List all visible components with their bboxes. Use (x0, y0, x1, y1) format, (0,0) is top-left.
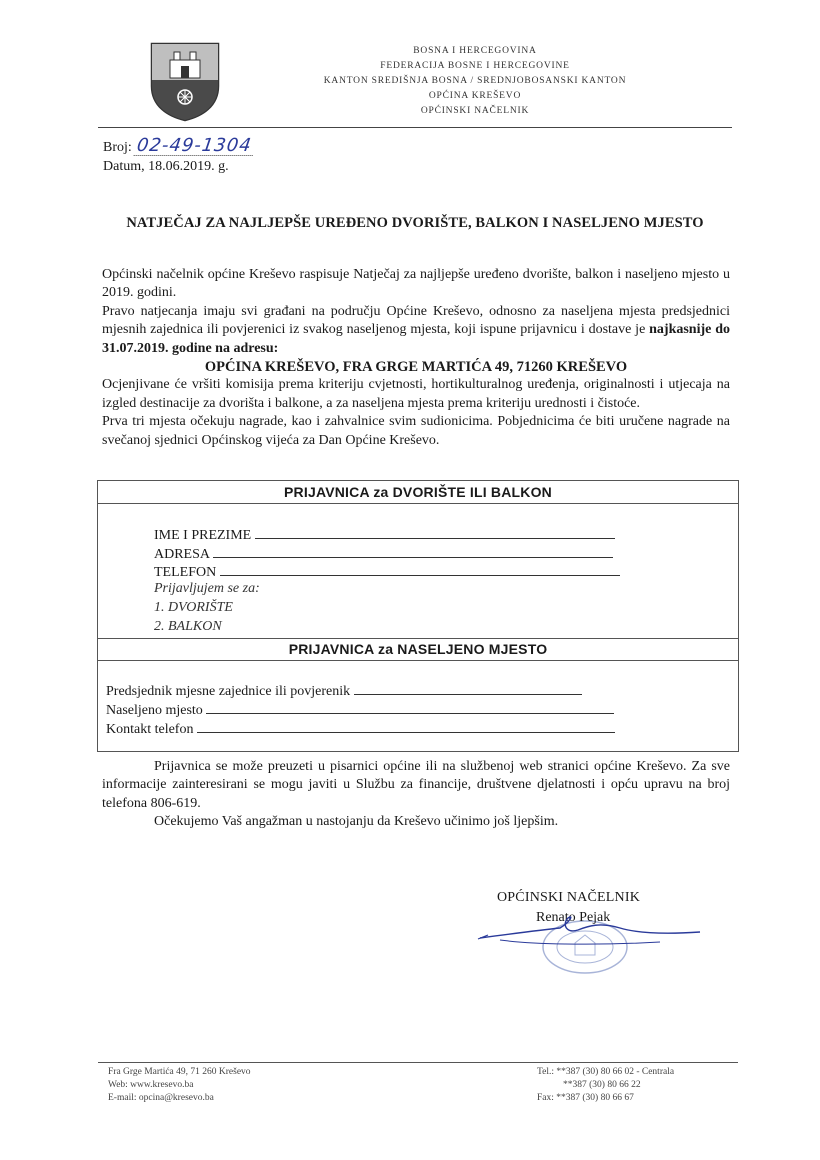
letterhead-line: BOSNA I HERCEGOVINA (413, 46, 537, 56)
letterhead-line: FEDERACIJA BOSNE I HERCEGOVINE (380, 61, 570, 71)
contact-blank-line (197, 718, 615, 733)
handwritten-signature (470, 900, 710, 980)
municipality-crest-logo (148, 40, 222, 122)
settlement-blank-line (206, 699, 614, 714)
broj-row (103, 136, 254, 157)
paragraph-thanks: Očekujemo Vaš angažman u nastojanju da Kreševo učinimo još ljepšim. (154, 814, 559, 830)
header-divider (98, 127, 732, 128)
footer-address: Fra Grge Martića 49, 71 260 Kreševo (108, 1067, 251, 1077)
footer-contact-left (108, 1066, 251, 1105)
phone-field (154, 561, 620, 582)
president-blank-line (354, 680, 582, 695)
document-title: NATJEČAJ ZA NAJLJEPŠE UREĐENO DVORIŠTE, BALKON I NASELJENO MJESTO (126, 215, 704, 231)
letterhead-line: KANTON SREDIŠNJA BOSNA / SREDNJOBOSANSKI KANTON (323, 76, 627, 86)
phone-label: TELEFON (154, 565, 217, 580)
footer-contact-right (537, 1066, 674, 1105)
signatory-title: OPĆINSKI NAČELNIK (497, 890, 641, 905)
address-label: ADRESA (154, 547, 210, 562)
datum-text: Datum, 18.06.2019. g. (103, 159, 229, 174)
form-yard-balcony-heading: PRIJAVNICA za DVORIŠTE ILI BALKON (284, 484, 552, 500)
apply-for-label: Prijavljujem se za: (154, 581, 260, 596)
document-meta (103, 136, 254, 176)
settlement-field (106, 699, 614, 720)
signatory-name: Renato Pejak (536, 910, 611, 925)
option-yard: 1. DVORIŠTE (154, 600, 233, 615)
footer-phone-central: Tel.: **387 (30) 80 66 02 - Centrala (537, 1067, 675, 1077)
broj-handwritten-number: 02-49-1304 (135, 135, 254, 156)
broj-label: Broj: (103, 140, 132, 155)
letterhead-line: OPĆINSKI NAČELNIK (420, 106, 530, 116)
president-label: Predsjednik mjesne zajednice ili povjerenik (106, 684, 351, 699)
letterhead-line: OPĆINA KREŠEVO (428, 91, 522, 101)
contact-label: Kontakt telefon (106, 722, 194, 737)
name-blank-line (255, 524, 615, 539)
contact-field (106, 718, 615, 739)
footer-web: Web: www.kresevo.ba (108, 1080, 194, 1090)
option-balcony: 2. BALKON (154, 619, 222, 634)
footer-fax: Fax: **387 (30) 80 66 67 (537, 1093, 634, 1103)
closing-text (102, 758, 730, 832)
settlement-label: Naseljeno mjesto (106, 703, 203, 718)
footer-email: E-mail: opcina@kresevo.ba (108, 1093, 214, 1103)
document-body (102, 266, 730, 450)
form-settlement-heading: PRIJAVNICA za NASELJENO MJESTO (288, 641, 548, 657)
name-field (154, 524, 615, 545)
footer-phone: **387 (30) 80 66 22 (563, 1080, 641, 1090)
president-field (106, 680, 582, 701)
eligibility-text: Pravo natjecanja imaju svi građani na području Općine Kreševo, odnosno za naseljena mjesta predsjednici mjesnih zajednica ili povjerenici iz svakog naseljenog mjesta, koji ispune prijavnicu i dostave je (102, 303, 730, 338)
letterhead (260, 44, 690, 119)
form-divider (98, 503, 738, 504)
name-label: IME I PREZIME (154, 528, 252, 543)
deadline-text: najkasnije do 31.07.2019. godine na adresu: (102, 322, 730, 356)
paragraph-awards: Prva tri mjesta očekuju nagrade, kao i zahvalnice svim sudionicima. Pobjednicima će biti uručene nagrade na svečanoj sjednici Općinskog vijeća za Dan Općine Kreševo. (102, 414, 730, 448)
paragraph-criteria: Ocjenjivane će vršiti komisija prema kriteriju cvjetnosti, hortikulturalnog uređenja, originalnosti i utjecaja na izgled destinacije za dvorišta i balkone, a za naseljena mjesta prema kriteriju urednosti i čistoće. (102, 377, 730, 411)
paragraph-info: Prijavnica se može preuzeti u pisarnici općine ili na službenoj web stranici općine Kreševo. Za sve informacije zainteresirani se mogu javiti u Službu za financije, društvene djelatnosti i opću upravu na broj telefona 806-619. (102, 759, 730, 811)
form-divider (98, 660, 738, 661)
address-blank-line (213, 543, 613, 558)
phone-blank-line (220, 561, 620, 576)
form-divider (98, 638, 738, 639)
paragraph-eligibility (102, 303, 730, 358)
submission-address: OPĆINA KREŠEVO, FRA GRGE MARTIĆA 49, 71260 KREŠEVO (204, 359, 628, 376)
footer-divider (98, 1062, 738, 1063)
application-form (97, 480, 739, 752)
paragraph-intro: Općinski načelnik općine Kreševo raspisuje Natječaj za najljepše uređeno dvorište, balkon i naseljeno mjesto u 2019. godini. (102, 267, 730, 301)
